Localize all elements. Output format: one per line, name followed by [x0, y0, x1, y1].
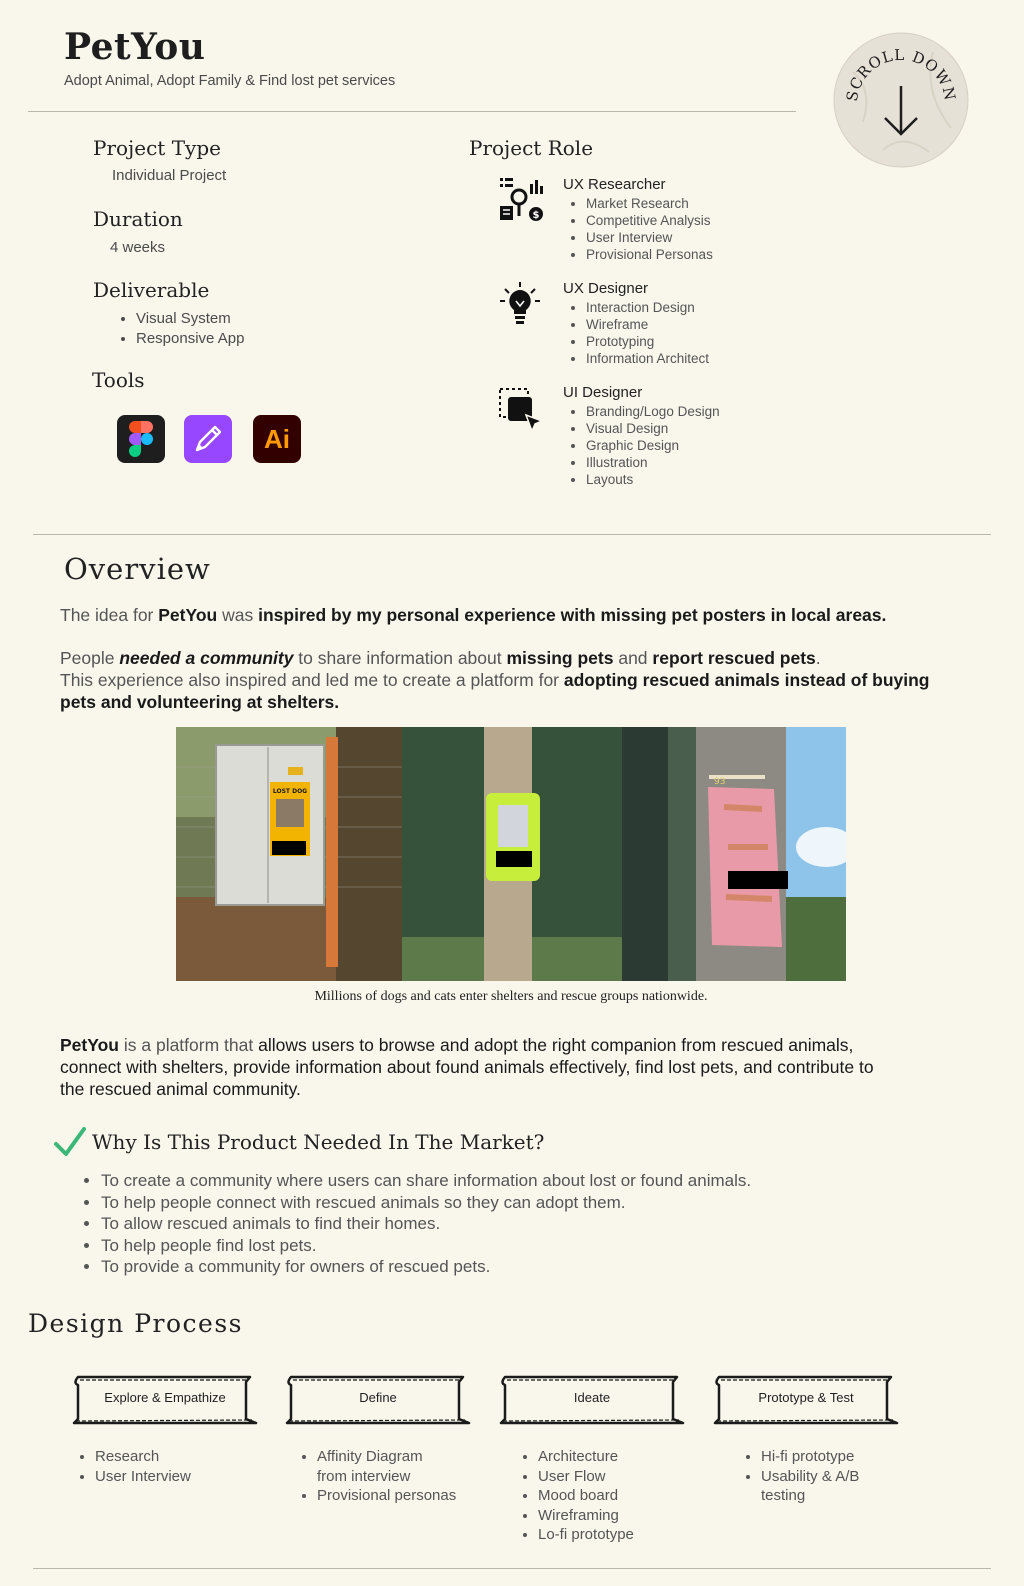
role-title-ux-researcher: UX Researcher [563, 176, 666, 193]
svg-text:93: 93 [714, 777, 726, 787]
list-item: • Visual System [136, 309, 244, 329]
project-type-value: Individual Project [112, 167, 227, 184]
footer-divider [33, 1568, 991, 1569]
brand-title: PetYou [64, 26, 206, 68]
why-heading: Why Is This Product Needed In The Market? [92, 1130, 545, 1154]
svg-text:$: $ [532, 210, 540, 221]
stage-task-list [79, 1447, 285, 1486]
list-item: • Usability & A/B testing [761, 1467, 866, 1506]
list-item: • Wireframing [538, 1506, 708, 1526]
list-item: • Research [95, 1447, 285, 1467]
why-list [81, 1170, 751, 1278]
duration-value: 4 weeks [110, 239, 166, 256]
list-item: • Hi-fi prototype [761, 1447, 891, 1467]
role-task-list [566, 403, 720, 488]
list-item: • To create a community where users can share information about lost or found animals. [101, 1170, 751, 1192]
stage-label: Define [359, 1390, 397, 1405]
list-item: • Prototyping [586, 333, 709, 350]
overview-heading: Overview [64, 552, 211, 586]
scroll-down-badge[interactable] [833, 32, 969, 168]
missing-pet-posters-photo [176, 727, 846, 981]
overview-paragraph-4: PetYou is a platform that allows users to browse and adopt the right companion from rescued animals, connect with shelters, provide information about found animals effectively, find lost pets, and contribute to the rescued animal community. [60, 1035, 874, 1099]
select-cursor-icon [498, 387, 544, 433]
project-role-heading: Project Role [469, 136, 594, 160]
list-item: • Visual Design [586, 420, 720, 437]
list-item: • Lo-fi prototype [538, 1525, 708, 1545]
figma-icon [117, 415, 165, 463]
list-item: • Information Architect [586, 350, 709, 367]
role-task-list [566, 299, 709, 367]
list-item: • Affinity Diagram from interview [317, 1447, 437, 1486]
list-item: • Responsive App [136, 329, 244, 349]
stage-label: Ideate [573, 1390, 611, 1405]
overview-paragraph-2: People needed a community to share information about missing pets and report rescued pets. This experience also inspired and led me to create a platform for adopting rescued animals instead of buying pets and volunteering at shelters. [60, 648, 930, 712]
list-item: • To help people find lost pets. [101, 1235, 751, 1257]
header-divider [28, 111, 796, 112]
pen-tool-icon [184, 415, 232, 463]
list-item: • Interaction Design [586, 299, 709, 316]
list-item: • User Interview [586, 229, 713, 246]
list-item: • To provide a community for owners of rescued pets. [101, 1256, 751, 1278]
list-item: • Illustration [586, 454, 720, 471]
stage-ideate [497, 1373, 687, 1429]
list-item: • Branding/Logo Design [586, 403, 720, 420]
list-item: • Architecture [538, 1447, 708, 1467]
list-item: • Provisional Personas [586, 246, 713, 263]
research-icon [498, 176, 544, 222]
overview-paragraph-1: The idea for PetYou was inspired by my personal experience with missing pet posters in local areas. [60, 605, 887, 625]
tools-label: Tools [92, 368, 145, 392]
role-title-ux-designer: UX Designer [563, 280, 649, 297]
list-item: • Provisional personas [317, 1486, 487, 1506]
photo-caption: Millions of dogs and cats enter shelters and rescue groups nationwide. [314, 989, 708, 1004]
section-divider [33, 534, 991, 535]
stage-task-list [745, 1447, 891, 1506]
list-item: • Wireframe [586, 316, 709, 333]
list-item: • User Flow [538, 1467, 708, 1487]
tagline: Adopt Animal, Adopt Family & Find lost pet services [64, 73, 396, 89]
illustrator-icon: Ai [253, 415, 301, 463]
list-item: • Layouts [586, 471, 720, 488]
svg-text:LOST DOG: LOST DOG [272, 788, 308, 795]
list-item: • Competitive Analysis [586, 212, 713, 229]
lightbulb-icon [499, 281, 545, 327]
stage-task-list [301, 1447, 487, 1506]
stage-explore-empathize [70, 1373, 260, 1429]
list-item: • User Interview [95, 1467, 285, 1487]
stage-label: Prototype & Test [758, 1390, 854, 1405]
project-type-label: Project Type [93, 136, 221, 160]
list-item: • Graphic Design [586, 437, 720, 454]
role-task-list [566, 195, 713, 263]
badge-text: SCROLL DOWN [842, 45, 960, 103]
list-item: • Market Research [586, 195, 713, 212]
list-item: • To allow rescued animals to find their homes. [101, 1213, 751, 1235]
design-process-heading: Design Process [28, 1309, 243, 1338]
duration-label: Duration [93, 207, 183, 231]
stage-prototype-test [711, 1373, 901, 1429]
stage-define [283, 1373, 473, 1429]
list-item: • To help people connect with rescued animals so they can adopt them. [101, 1192, 751, 1214]
stage-label: Explore & Empathize [104, 1390, 226, 1405]
deliverable-label: Deliverable [93, 278, 210, 302]
role-title-ui-designer: UI Designer [563, 384, 643, 401]
list-item: • Mood board [538, 1486, 708, 1506]
stage-task-list [522, 1447, 708, 1545]
checkmark-icon [54, 1127, 86, 1157]
deliverable-list [116, 309, 244, 349]
